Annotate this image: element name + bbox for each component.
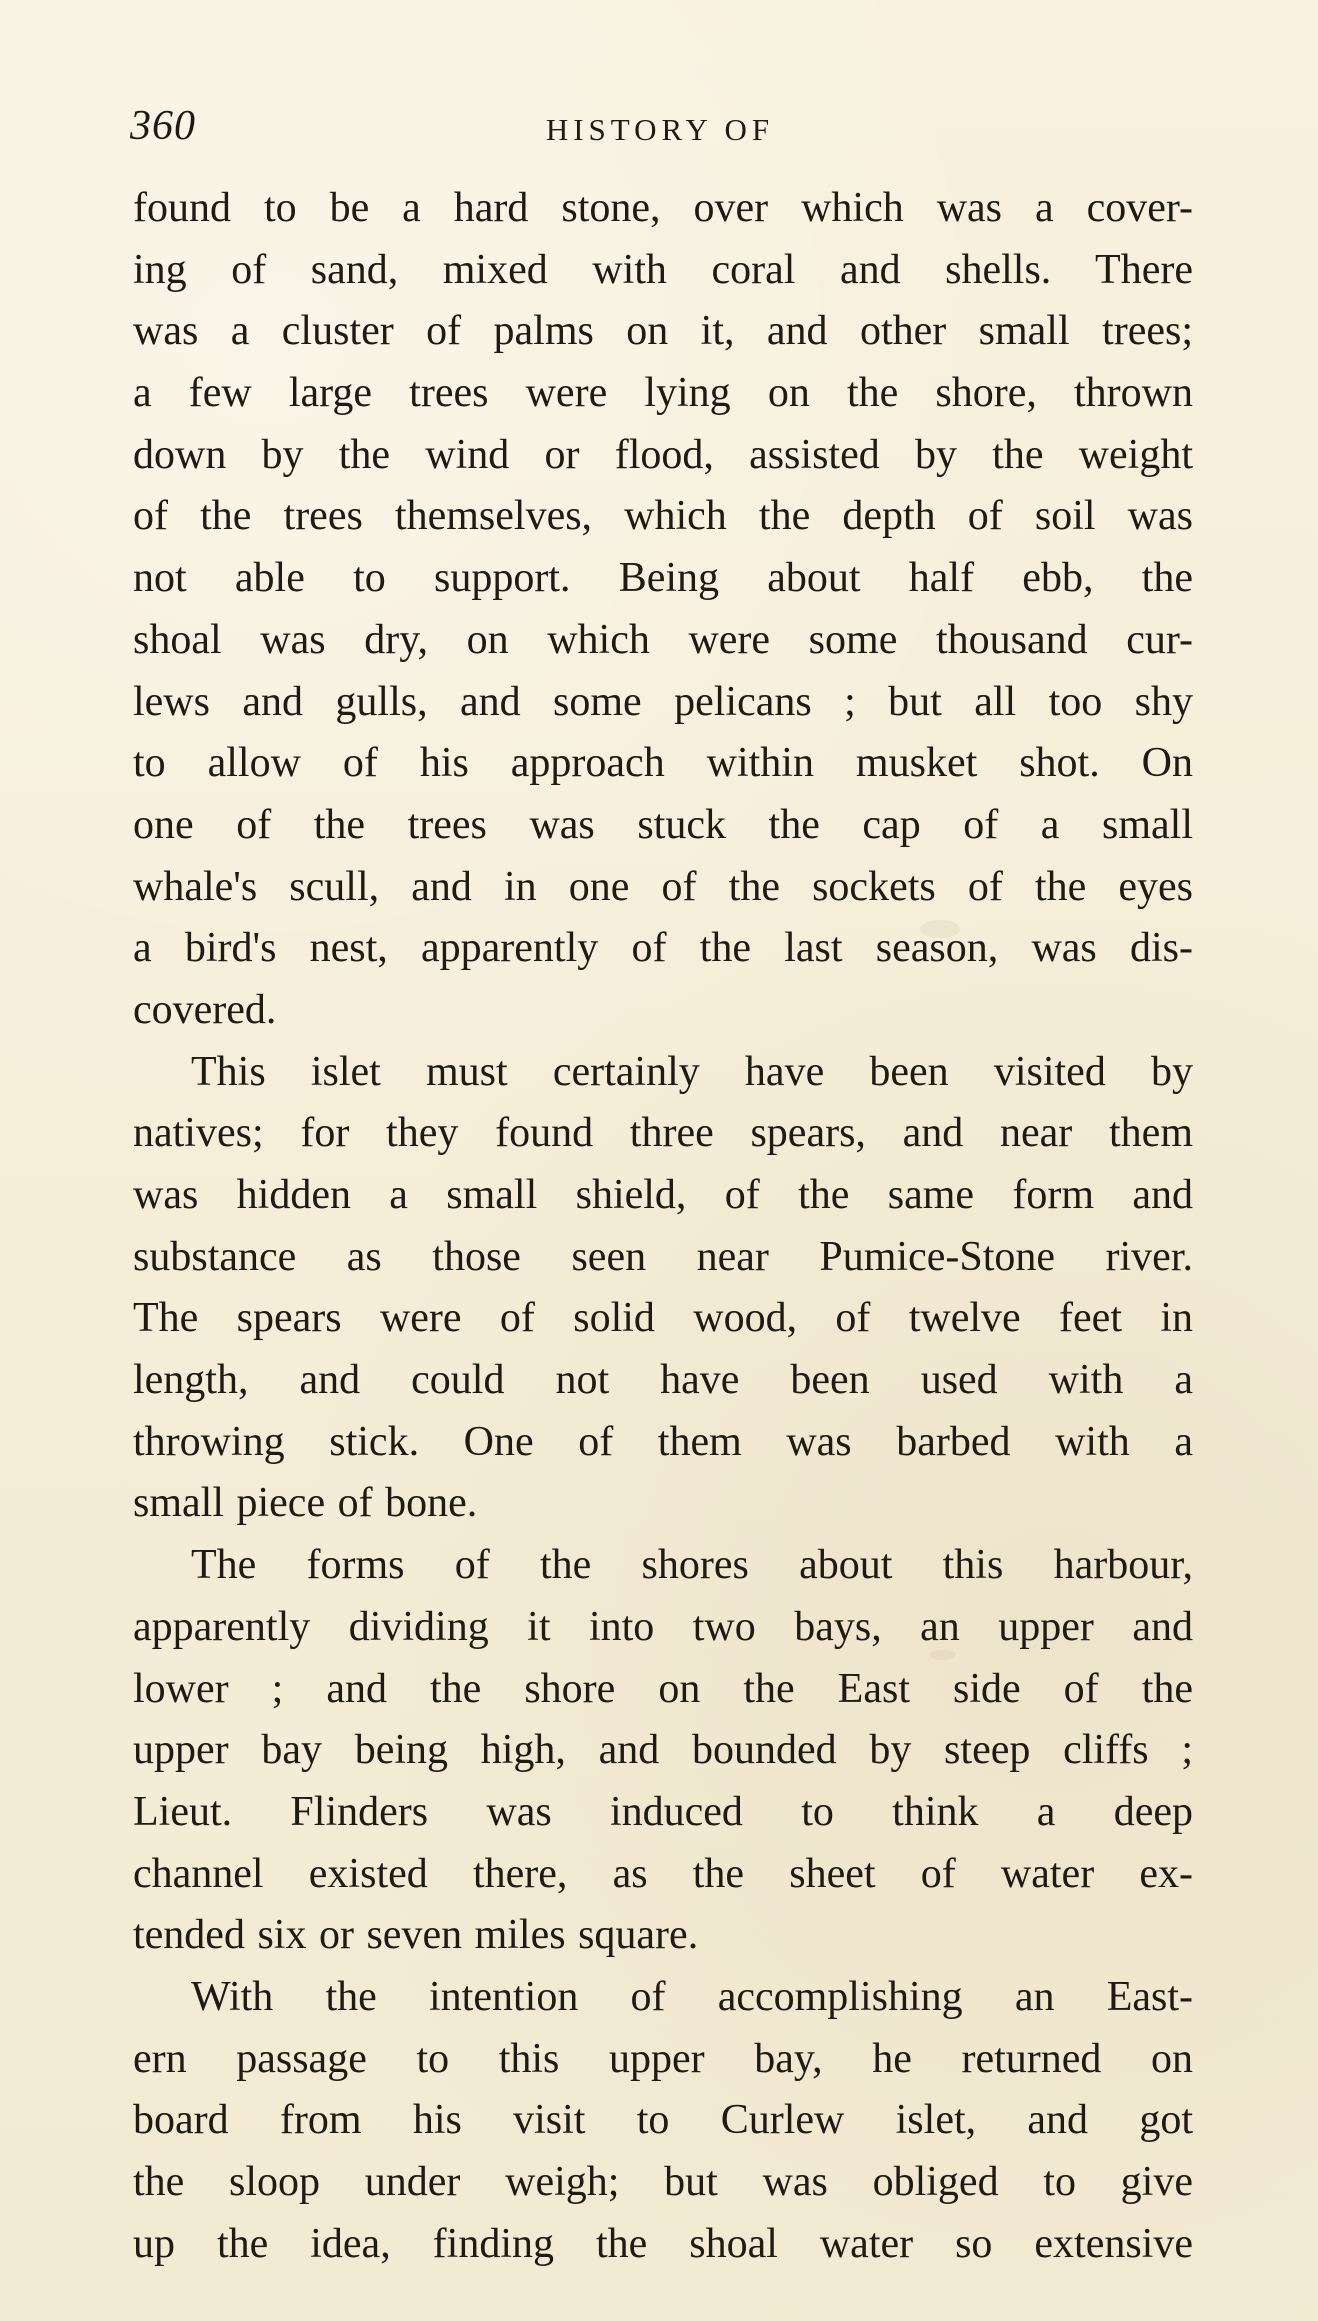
page-header xyxy=(130,102,1190,162)
text-line: lower ; and the shore on the East side of the xyxy=(133,1665,1193,1712)
page-number: 360 xyxy=(130,103,196,149)
text-line: was a cluster of palms on it, and other small trees; xyxy=(133,308,1193,355)
paragraph xyxy=(133,178,1193,1042)
text-line: With the intention of accomplishing an East- xyxy=(191,1973,1193,2020)
text-line: throwing stick. One of them was barbed with a xyxy=(133,1418,1193,1465)
book-text xyxy=(133,178,1193,2275)
paragraph xyxy=(133,1967,1193,2275)
text-line: natives; for they found three spears, and near them xyxy=(133,1110,1193,1157)
text-line: was hidden a small shield, of the same form and xyxy=(133,1172,1193,1218)
text-line: ing of sand, mixed with coral and shells. There xyxy=(133,246,1193,293)
text-line: apparently dividing it into two bays, an upper and xyxy=(133,1603,1193,1650)
text-line: channel existed there, as the sheet of water ex- xyxy=(133,1850,1193,1897)
text-line: one of the trees was stuck the cap of a small xyxy=(133,801,1193,848)
text-line: This islet must certainly have been visited by xyxy=(191,1048,1193,1095)
paragraph xyxy=(133,1535,1193,1967)
text-line: not able to support. Being about half ebb, the xyxy=(133,555,1193,602)
text-line: ern passage to this upper bay, he returned on xyxy=(133,2035,1193,2082)
text-line: shoal was dry, on which were some thousand cur- xyxy=(133,616,1193,663)
text-line: a few large trees were lying on the shore, thrown xyxy=(133,370,1193,417)
text-line: Lieut. Flinders was induced to think a deep xyxy=(133,1788,1193,1835)
text-line: covered. xyxy=(133,986,277,1033)
text-line: length, and could not have been used with a xyxy=(133,1357,1193,1404)
text-line: The spears were of solid wood, of twelve feet in xyxy=(133,1295,1193,1342)
text-line: board from his visit to Curlew islet, and got xyxy=(133,2097,1193,2144)
text-line: small piece of bone. xyxy=(133,1480,478,1527)
text-line: of the trees themselves, which the depth of soil was xyxy=(133,493,1193,540)
text-line: up the idea, finding the shoal water so extensive xyxy=(133,2220,1193,2267)
text-line: the sloop under weigh; but was obliged to give xyxy=(133,2159,1193,2205)
paragraph xyxy=(133,1042,1193,1536)
text-line: The forms of the shores about this harbour, xyxy=(191,1542,1193,1589)
text-line: a bird's nest, apparently of the last season, was dis- xyxy=(133,925,1193,972)
text-line: down by the wind or flood, assisted by the weight xyxy=(133,431,1193,478)
text-line: to allow of his approach within musket shot. On xyxy=(133,740,1193,787)
text-line: lews and gulls, and some pelicans ; but all too shy xyxy=(133,678,1193,725)
text-line: substance as those seen near Pumice-Stone river. xyxy=(133,1233,1193,1280)
text-line: whale's scull, and in one of the sockets of the eyes xyxy=(133,863,1193,910)
text-line: upper bay being high, and bounded by steep cliffs ; xyxy=(133,1727,1193,1774)
text-line: found to be a hard stone, over which was a cover- xyxy=(133,185,1193,231)
text-line: tended six or seven miles square. xyxy=(133,1912,699,1959)
running-head: HISTORY OF xyxy=(545,112,775,147)
